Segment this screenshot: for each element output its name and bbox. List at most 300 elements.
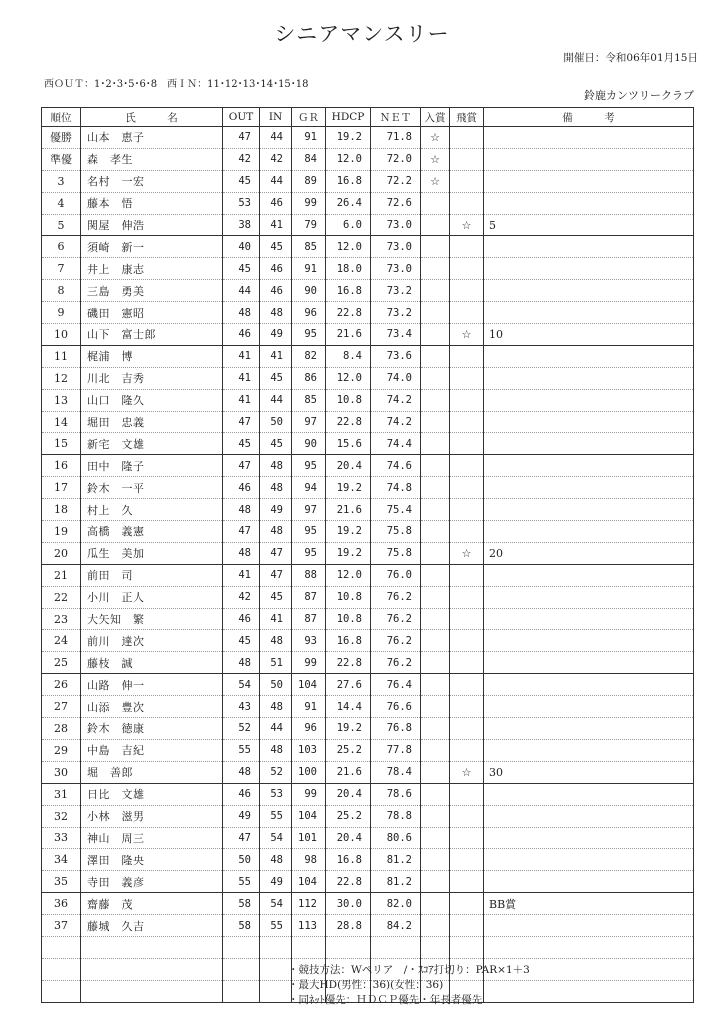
nyusho-cell: ☆	[421, 127, 450, 149]
hdcp-cell: 6.0	[326, 214, 371, 236]
gross-cell: 86	[292, 367, 326, 389]
note-tiebreak: ・同ﾈｯﾄ優先：ＨＤＣＰ優先・年長者優先	[288, 994, 483, 1006]
in-cell: 45	[260, 586, 292, 608]
table-row	[42, 849, 694, 871]
table-row	[42, 477, 694, 499]
name-cell	[81, 980, 223, 1002]
tobisho-cell	[450, 915, 484, 937]
out-cell: 41	[223, 564, 260, 586]
name-cell: 神山 周三	[81, 827, 223, 849]
in-cell: 48	[260, 302, 292, 324]
net-cell: 76.2	[371, 652, 421, 674]
in-cell: 47	[260, 564, 292, 586]
out-cell: 41	[223, 367, 260, 389]
tobisho-cell	[450, 127, 484, 149]
net-cell: 74.6	[371, 455, 421, 477]
rank-cell: 33	[42, 827, 81, 849]
hdcp-cell: 19.2	[326, 477, 371, 499]
tobisho-cell	[450, 367, 484, 389]
table-row	[42, 718, 694, 740]
out-cell: 48	[223, 499, 260, 521]
name-cell: 瓜生 美加	[81, 542, 223, 564]
out-cell: 52	[223, 718, 260, 740]
tobisho-cell	[450, 521, 484, 543]
name-cell: 小林 滋男	[81, 805, 223, 827]
tobisho-cell	[450, 455, 484, 477]
tobisho-cell: ☆	[450, 542, 484, 564]
remarks-cell	[484, 411, 694, 433]
nyusho-cell	[421, 521, 450, 543]
name-cell: 名村 一宏	[81, 170, 223, 192]
gross-cell: 95	[292, 542, 326, 564]
net-cell: 71.8	[371, 127, 421, 149]
tobisho-cell	[450, 608, 484, 630]
tobisho-cell	[450, 411, 484, 433]
hdcp-cell: 28.8	[326, 915, 371, 937]
header-nyusho: 入賞	[421, 108, 450, 127]
out-cell: 42	[223, 586, 260, 608]
table-row	[42, 127, 694, 149]
hdcp-cell: 16.8	[326, 849, 371, 871]
hdcp-cell: 30.0	[326, 893, 371, 915]
table-row	[42, 302, 694, 324]
in-cell: 46	[260, 192, 292, 214]
net-cell: 75.4	[371, 499, 421, 521]
rank-cell: 7	[42, 258, 81, 280]
hdcp-cell: 16.8	[326, 170, 371, 192]
tobisho-cell	[450, 893, 484, 915]
net-cell: 84.2	[371, 915, 421, 937]
out-cell: 46	[223, 783, 260, 805]
name-cell	[81, 958, 223, 980]
net-cell: 76.2	[371, 630, 421, 652]
gross-cell: 97	[292, 411, 326, 433]
gross-cell: 90	[292, 280, 326, 302]
in-cell: 41	[260, 608, 292, 630]
remarks-cell	[484, 739, 694, 761]
gross-cell: 104	[292, 805, 326, 827]
hdcp-cell: 22.8	[326, 302, 371, 324]
hdcp-cell: 14.4	[326, 696, 371, 718]
rank-cell: 26	[42, 674, 81, 696]
name-cell: 井上 康志	[81, 258, 223, 280]
gross-cell: 113	[292, 915, 326, 937]
rank-cell	[42, 980, 81, 1002]
note-competition-method: ・競技方法：Wペリア /・ｽｺｱ打切り：PAR×1＋3	[288, 964, 530, 976]
net-cell: 73.0	[371, 258, 421, 280]
gross-cell: 96	[292, 718, 326, 740]
gross-cell: 99	[292, 652, 326, 674]
tobisho-cell	[450, 630, 484, 652]
out-cell: 45	[223, 433, 260, 455]
rank-cell: 13	[42, 389, 81, 411]
hdcp-cell: 12.0	[326, 236, 371, 258]
table-row	[42, 521, 694, 543]
tobisho-cell	[450, 499, 484, 521]
in-cell: 45	[260, 433, 292, 455]
table-row	[42, 739, 694, 761]
remarks-cell	[484, 586, 694, 608]
remarks-cell: BB賞	[484, 893, 694, 915]
hdcp-cell: 16.8	[326, 280, 371, 302]
gross-cell: 103	[292, 739, 326, 761]
rank-cell: 17	[42, 477, 81, 499]
in-cell	[260, 936, 292, 958]
out-cell: 42	[223, 148, 260, 170]
remarks-cell	[484, 674, 694, 696]
remarks-cell	[484, 608, 694, 630]
header-row	[42, 108, 694, 127]
name-cell: 藤城 久吉	[81, 915, 223, 937]
rank-cell: 30	[42, 761, 81, 783]
header-net: ＮＥＴ	[371, 108, 421, 127]
table-row	[42, 499, 694, 521]
remarks-cell	[484, 280, 694, 302]
net-cell: 73.2	[371, 302, 421, 324]
note-max-handicap: ・最大HD(男性：36)(女性：36)	[288, 979, 444, 991]
remarks-cell	[484, 696, 694, 718]
net-cell: 72.0	[371, 148, 421, 170]
hdcp-cell: 12.0	[326, 564, 371, 586]
nyusho-cell	[421, 411, 450, 433]
gross-cell: 90	[292, 433, 326, 455]
remarks-cell	[484, 148, 694, 170]
rank-cell: 31	[42, 783, 81, 805]
table-row	[42, 324, 694, 346]
tobisho-cell	[450, 433, 484, 455]
name-cell: 鈴木 一平	[81, 477, 223, 499]
remarks-cell	[484, 302, 694, 324]
name-cell: 堀 善郎	[81, 761, 223, 783]
gross-cell: 79	[292, 214, 326, 236]
in-cell: 48	[260, 630, 292, 652]
table-row	[42, 280, 694, 302]
in-cell: 53	[260, 783, 292, 805]
in-cell: 47	[260, 542, 292, 564]
rank-cell: 34	[42, 849, 81, 871]
in-cell: 52	[260, 761, 292, 783]
remarks-cell	[484, 805, 694, 827]
net-cell: 74.8	[371, 477, 421, 499]
hdcp-cell: 10.8	[326, 389, 371, 411]
out-cell: 55	[223, 871, 260, 893]
out-cell: 47	[223, 455, 260, 477]
remarks-cell	[484, 521, 694, 543]
gross-cell: 91	[292, 258, 326, 280]
name-cell: 須崎 新一	[81, 236, 223, 258]
hdcp-cell: 20.4	[326, 827, 371, 849]
net-cell: 74.4	[371, 433, 421, 455]
hdcp-cell: 19.2	[326, 542, 371, 564]
rank-cell: 19	[42, 521, 81, 543]
remarks-cell	[484, 652, 694, 674]
rank-cell: 11	[42, 345, 81, 367]
rank-cell	[42, 936, 81, 958]
tobisho-cell	[450, 236, 484, 258]
out-cell: 45	[223, 258, 260, 280]
name-cell: 関屋 伸浩	[81, 214, 223, 236]
tobisho-cell	[450, 696, 484, 718]
hdcp-cell: 21.6	[326, 324, 371, 346]
rank-cell: 18	[42, 499, 81, 521]
in-cell: 42	[260, 148, 292, 170]
rank-cell: 28	[42, 718, 81, 740]
tobisho-cell: ☆	[450, 324, 484, 346]
rank-cell: 16	[42, 455, 81, 477]
out-cell: 45	[223, 630, 260, 652]
out-cell: 43	[223, 696, 260, 718]
nyusho-cell	[421, 674, 450, 696]
name-cell: 前田 司	[81, 564, 223, 586]
hdcp-cell: 20.4	[326, 455, 371, 477]
name-cell: 山口 隆久	[81, 389, 223, 411]
out-cell: 48	[223, 302, 260, 324]
net-cell: 73.4	[371, 324, 421, 346]
gross-cell: 99	[292, 783, 326, 805]
nyusho-cell	[421, 433, 450, 455]
gross-cell: 88	[292, 564, 326, 586]
nyusho-cell	[421, 258, 450, 280]
nyusho-cell	[421, 739, 450, 761]
out-cell: 48	[223, 542, 260, 564]
name-cell: 寺田 義彦	[81, 871, 223, 893]
gross-cell	[292, 936, 326, 958]
in-cell: 48	[260, 521, 292, 543]
rank-cell: 23	[42, 608, 81, 630]
out-cell: 41	[223, 345, 260, 367]
name-cell: 前川 達次	[81, 630, 223, 652]
hdcp-cell: 15.6	[326, 433, 371, 455]
rank-cell: 準優	[42, 148, 81, 170]
header-rank: 順位	[42, 108, 81, 127]
table-row	[42, 608, 694, 630]
in-cell: 51	[260, 652, 292, 674]
tobisho-cell	[450, 871, 484, 893]
table-row	[42, 455, 694, 477]
table-row	[42, 367, 694, 389]
tobisho-cell	[450, 652, 484, 674]
tobisho-cell	[450, 477, 484, 499]
tobisho-cell: ☆	[450, 761, 484, 783]
rank-cell: 15	[42, 433, 81, 455]
table-row	[42, 345, 694, 367]
rank-cell: 9	[42, 302, 81, 324]
rank-cell: 29	[42, 739, 81, 761]
out-cell: 48	[223, 652, 260, 674]
tobisho-cell	[450, 170, 484, 192]
table-row	[42, 411, 694, 433]
remarks-cell	[484, 192, 694, 214]
remarks-cell	[484, 783, 694, 805]
nyusho-cell	[421, 214, 450, 236]
hdcp-cell: 12.0	[326, 367, 371, 389]
out-cell: 49	[223, 805, 260, 827]
table-row	[42, 696, 694, 718]
out-cell: 41	[223, 389, 260, 411]
remarks-cell	[484, 258, 694, 280]
table-row	[42, 783, 694, 805]
out-cell: 53	[223, 192, 260, 214]
hdcp-cell: 8.4	[326, 345, 371, 367]
tobisho-cell	[450, 586, 484, 608]
net-cell: 73.2	[371, 280, 421, 302]
name-cell: 堀田 忠義	[81, 411, 223, 433]
table-row	[42, 805, 694, 827]
net-cell: 76.6	[371, 696, 421, 718]
tobisho-cell	[450, 739, 484, 761]
name-cell: 中島 吉紀	[81, 739, 223, 761]
remarks-cell	[484, 718, 694, 740]
hdcp-cell: 16.8	[326, 630, 371, 652]
out-cell: 46	[223, 608, 260, 630]
gross-cell: 98	[292, 849, 326, 871]
nyusho-cell	[421, 345, 450, 367]
hdcp-cell: 19.2	[326, 718, 371, 740]
out-cell: 58	[223, 915, 260, 937]
tobisho-cell	[450, 783, 484, 805]
club-name: 鈴鹿カンツリークラブ	[584, 89, 694, 102]
gross-cell: 85	[292, 236, 326, 258]
rank-cell: 14	[42, 411, 81, 433]
table-row	[42, 871, 694, 893]
in-cell: 44	[260, 389, 292, 411]
name-cell: 磯田 憲昭	[81, 302, 223, 324]
tobisho-cell	[450, 258, 484, 280]
rank-cell: 20	[42, 542, 81, 564]
rank-cell: 21	[42, 564, 81, 586]
out-cell	[223, 980, 260, 1002]
table-row	[42, 214, 694, 236]
gross-cell: 87	[292, 608, 326, 630]
page-title: シニアマンスリー	[274, 22, 450, 46]
remarks-cell	[484, 827, 694, 849]
out-cell: 47	[223, 411, 260, 433]
hdcp-cell: 12.0	[326, 148, 371, 170]
gross-cell: 99	[292, 192, 326, 214]
tobisho-cell	[450, 389, 484, 411]
remarks-cell	[484, 389, 694, 411]
name-cell: 三島 勇美	[81, 280, 223, 302]
rank-cell: 35	[42, 871, 81, 893]
out-cell: 54	[223, 674, 260, 696]
gross-cell: 95	[292, 455, 326, 477]
in-cell: 41	[260, 214, 292, 236]
nyusho-cell	[421, 586, 450, 608]
table-row	[42, 148, 694, 170]
name-cell: 藤本 悟	[81, 192, 223, 214]
in-cell: 49	[260, 499, 292, 521]
name-cell: 大矢知 繁	[81, 608, 223, 630]
name-cell: 川北 吉秀	[81, 367, 223, 389]
hdcp-cell	[326, 936, 371, 958]
net-cell: 73.0	[371, 236, 421, 258]
in-cell: 49	[260, 871, 292, 893]
header-name: 氏 名	[81, 108, 223, 127]
remarks-cell	[484, 915, 694, 937]
remarks-cell	[484, 630, 694, 652]
out-cell: 58	[223, 893, 260, 915]
results-table	[41, 107, 694, 1003]
net-cell: 76.2	[371, 608, 421, 630]
net-cell: 75.8	[371, 521, 421, 543]
in-cell: 44	[260, 170, 292, 192]
in-cell	[260, 980, 292, 1002]
net-cell: 74.2	[371, 411, 421, 433]
in-cell: 45	[260, 236, 292, 258]
in-cell: 44	[260, 127, 292, 149]
name-cell: 藤枝 誠	[81, 652, 223, 674]
nyusho-cell	[421, 455, 450, 477]
event-date: 開催日：令和06年01月15日	[563, 52, 698, 64]
hdcp-cell: 10.8	[326, 608, 371, 630]
table-row	[42, 761, 694, 783]
net-cell: 72.6	[371, 192, 421, 214]
out-cell: 50	[223, 849, 260, 871]
name-cell: 山路 伸一	[81, 674, 223, 696]
gross-cell: 85	[292, 389, 326, 411]
nyusho-cell	[421, 302, 450, 324]
hdcp-cell: 19.2	[326, 521, 371, 543]
tobisho-cell	[450, 936, 484, 958]
course-holes: 西ＯＵＴ：1･2･3･5･6･8 西ＩＮ：11･12･13･14･15･18	[44, 79, 309, 90]
remarks-cell	[484, 127, 694, 149]
name-cell: 村上 久	[81, 499, 223, 521]
in-cell: 48	[260, 849, 292, 871]
nyusho-cell	[421, 324, 450, 346]
header-hdcp: HDCP	[326, 108, 371, 127]
net-cell: 72.2	[371, 170, 421, 192]
tobisho-cell	[450, 192, 484, 214]
in-cell	[260, 958, 292, 980]
remarks-cell: 30	[484, 761, 694, 783]
in-cell: 44	[260, 718, 292, 740]
net-cell: 74.0	[371, 367, 421, 389]
nyusho-cell	[421, 849, 450, 871]
out-cell: 44	[223, 280, 260, 302]
hdcp-cell: 20.4	[326, 783, 371, 805]
name-cell: 鈴木 徳康	[81, 718, 223, 740]
table-row	[42, 389, 694, 411]
table-row	[42, 258, 694, 280]
out-cell: 38	[223, 214, 260, 236]
remarks-cell	[484, 433, 694, 455]
out-cell: 46	[223, 477, 260, 499]
in-cell: 48	[260, 455, 292, 477]
empty-row	[42, 936, 694, 958]
nyusho-cell	[421, 542, 450, 564]
net-cell: 78.4	[371, 761, 421, 783]
name-cell: 山添 豊次	[81, 696, 223, 718]
net-cell: 77.8	[371, 739, 421, 761]
in-cell: 41	[260, 345, 292, 367]
hdcp-cell: 22.8	[326, 652, 371, 674]
nyusho-cell	[421, 367, 450, 389]
net-cell: 73.6	[371, 345, 421, 367]
net-cell: 82.0	[371, 893, 421, 915]
name-cell: 日比 文雄	[81, 783, 223, 805]
name-cell: 山本 恵子	[81, 127, 223, 149]
tobisho-cell	[450, 345, 484, 367]
header-remarks: 備 考	[484, 108, 694, 127]
table-row	[42, 433, 694, 455]
in-cell: 45	[260, 367, 292, 389]
table-row	[42, 915, 694, 937]
rank-cell: 36	[42, 893, 81, 915]
rank-cell: 10	[42, 324, 81, 346]
out-cell	[223, 958, 260, 980]
nyusho-cell	[421, 608, 450, 630]
tobisho-cell	[450, 148, 484, 170]
